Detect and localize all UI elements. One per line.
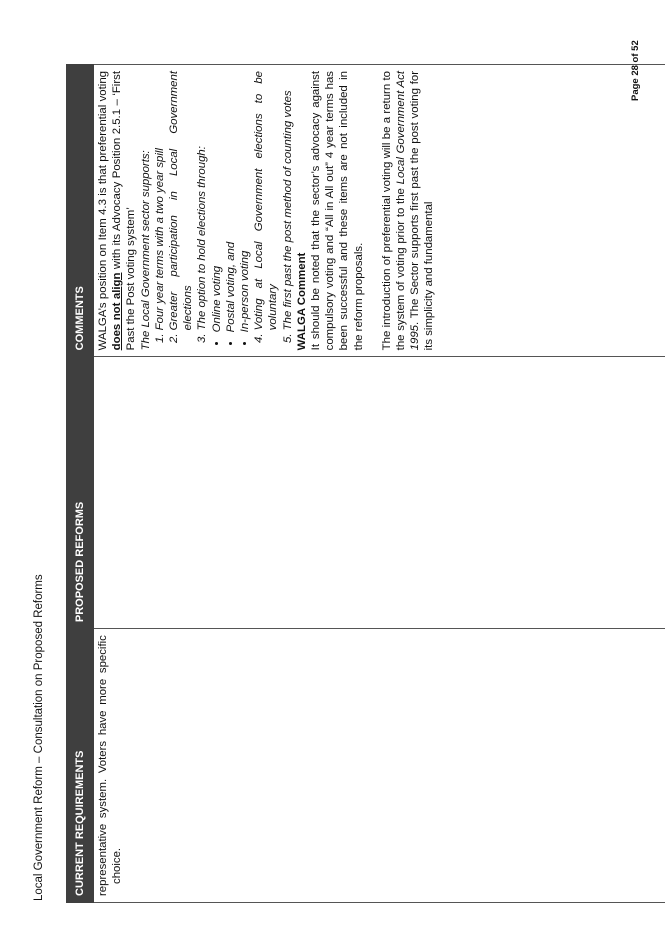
walga-comment-heading: WALGA Comment — [295, 252, 308, 351]
list-item: • Online voting — [210, 71, 224, 332]
list-item: 4. Voting at Local Government elections to be voluntary — [252, 71, 280, 330]
reforms-table — [66, 64, 665, 903]
document-title: Local Government Reform – Consultation on Proposed Reforms — [33, 574, 45, 901]
comment-text: The introduction of preferential voting will be a return to the system of voting prior to the — [380, 71, 408, 351]
comment-text: . The Sector supports first past the post voting for its simplicity and fundamental — [409, 71, 436, 351]
comments-cell — [94, 65, 665, 357]
list-item: 1. Four year terms with a two year spill — [153, 71, 167, 330]
table-row — [94, 65, 665, 903]
list-item: • Postal voting, and — [224, 71, 238, 332]
page-number: Page 28 of 52 — [630, 40, 641, 101]
sector-support-list — [153, 71, 210, 350]
column-header-proposed: PROPOSED REFORMS — [67, 357, 94, 629]
sector-intro: The Local Government sector supports: — [139, 150, 152, 351]
current-requirements-cell — [94, 629, 665, 903]
column-header-current: CURRENT REQUIREMENTS — [67, 629, 94, 903]
comment-emphasis: does not align — [111, 272, 124, 351]
walga-comment-paragraph: It should be noted that the sector’s advocacy against compulsory voting and “All in All out” 4 year terms has been successful and these items are not included in the reform proposals. — [310, 71, 365, 351]
column-header-comments: COMMENTS — [67, 65, 94, 357]
comment-text: WALGA’s position on Item 4.3 is that preferential voting — [97, 71, 109, 351]
table-header-row — [67, 65, 94, 903]
voting-methods-list — [210, 71, 253, 350]
comment-position-paragraph — [96, 71, 139, 350]
comment-text: with its Advocacy Position 2.5.1 – ‘First Past the Post voting system’ — [111, 71, 138, 351]
preferential-voting-paragraph — [380, 71, 437, 350]
current-requirements-text: representative system. Voters have more specific choice. — [97, 635, 124, 896]
list-item: • In-person voting — [238, 71, 252, 332]
sector-support-list-continued — [252, 71, 295, 350]
act-name: Local Government Act 1995 — [395, 70, 422, 351]
list-item: 2. Greater participation in Local Government elections — [167, 71, 195, 330]
list-item: 5. The first past the post method of counting votes — [281, 71, 295, 330]
list-item: 3. The option to hold elections through: — [195, 71, 209, 330]
proposed-reforms-cell — [94, 357, 665, 629]
paragraph-spacer — [366, 71, 380, 350]
